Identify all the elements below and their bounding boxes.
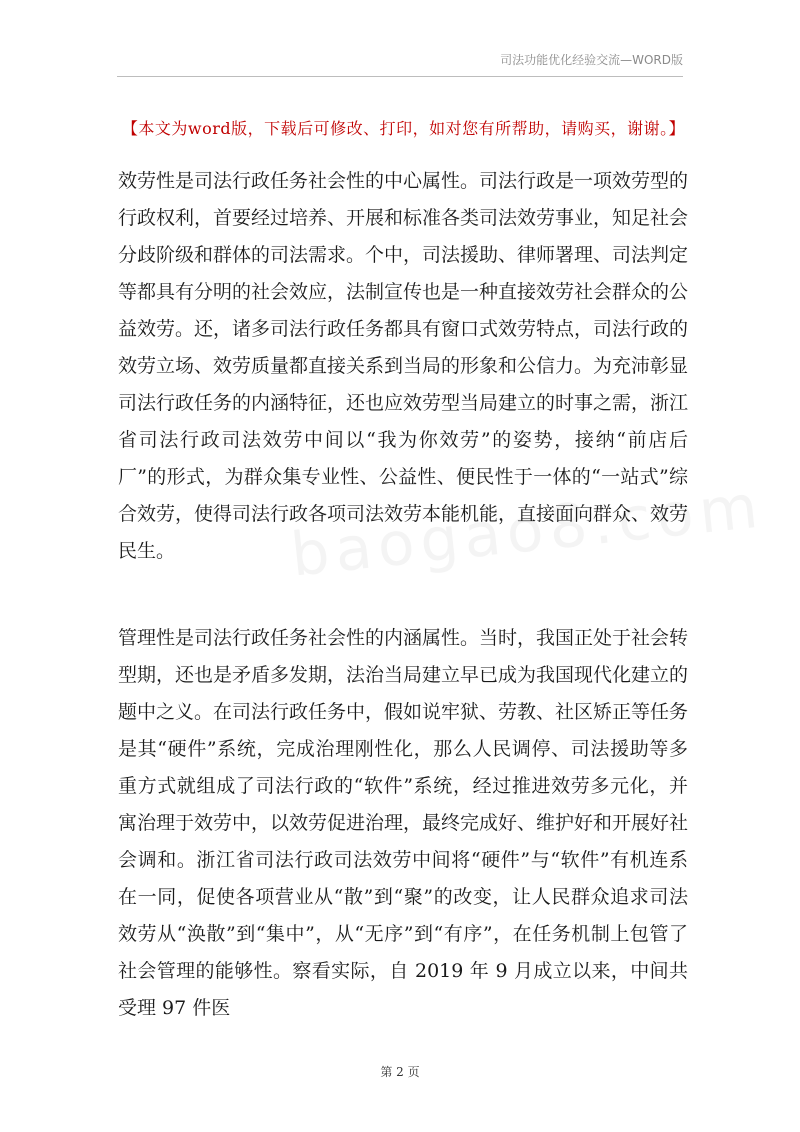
paragraph-governance	[118, 620, 688, 1027]
page-number: 第 2 页	[380, 1065, 420, 1079]
paragraph-text: 管理性是司法行政任务社会性的内涵属性。当时，我国正处于社会转型期，还也是矛盾多发期，法治当局建立早已成为我国现代化建立的题中之义。在司法行政任务中，假如说牢狱、劳教、社区矫正等任务是其“硬件”系统，完成治理刚性化，那么人民调停、司法援助等多重方式就组成了司法行政的“软件”系统，经过推进效劳多元化，并寓治理于效劳中，以效劳促进治理，最终完成好、维护好和开展好社会调和。浙江省司法行政司法效劳中间将“硬件”与“软件”有机连系在一同，促使各项营业从“散”到“聚”的改变，让人民群众追求司法效劳从“涣散”到“集中”，从“无序”到“有序”，在任务机制上包管了社会管理的能够性。察看实际，自 2019 年 9 月成立以来，中间共受理 97 件医	[118, 627, 689, 1019]
paragraph-service	[118, 163, 688, 570]
document-title: 司法功能优化经验交流—WORD版	[500, 53, 683, 67]
purchase-notice: 【本文为word版，下载后可修改、打印，如对您有所帮助，请购买，谢谢。】	[121, 119, 686, 138]
page-header	[117, 52, 683, 77]
paragraph-text: 效劳性是司法行政任务社会性的中心属性。司法行政是一项效劳型的行政权利，首要经过培养、开展和标准各类司法效劳事业，知足社会分歧阶级和群体的司法需求。个中，司法援助、律师署理、司法判定等都具有分明的社会效应，法制宣传也是一种直接效劳社会群众的公益效劳。还，诸多司法行政任务都具有窗口式效劳特点，司法行政的效劳立场、效劳质量都直接关系到当局的形象和公信力。为充沛彰显司法行政任务的内涵特征，还也应效劳型当局建立的时事之需，浙江省司法行政司法效劳中间以“我为你效劳”的姿势，接纳“前店后厂”的形式，为群众集专业性、公益性、便民性于一体的“一站式”综合效劳，使得司法行政各项司法效劳本能机能，直接面向群众、效劳民生。	[118, 170, 689, 562]
